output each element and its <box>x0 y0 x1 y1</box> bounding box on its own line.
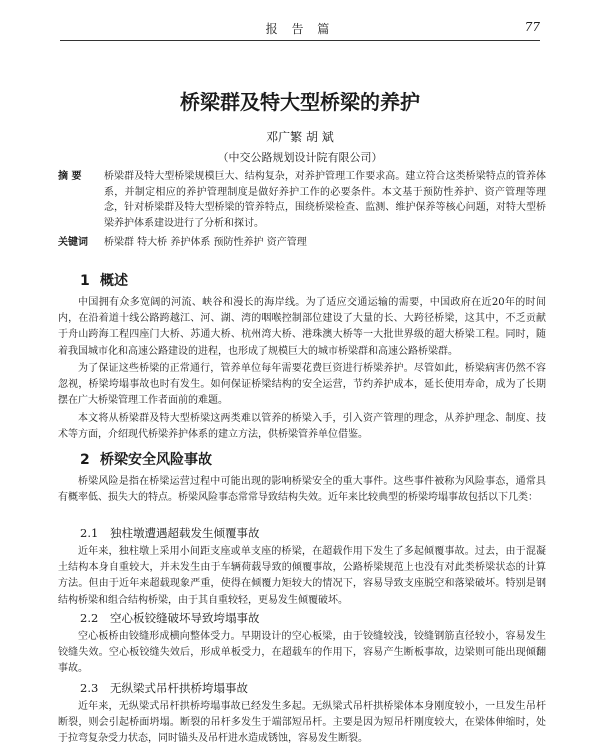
abstract-text: 桥梁群及特大型桥梁规模巨大、结构复杂，对养护管理工作要求高。建立符合这类桥梁特点的管养体系，并制定相应的养护管理制度是做好养护工作的必要条件。本文基于预防性养护、资产管理等理念，针对桥梁群及特大型桥梁的管养特点，围绕桥梁检查、监测、维护保养等核心问题，对特大型桥梁养护体系建设进行了分析和探讨。 <box>104 171 546 229</box>
section-1-title: 概述 <box>100 273 128 289</box>
keywords <box>58 235 546 251</box>
keywords-text: 桥梁群 特大桥 养护体系 预防性养护 资产管理 <box>104 237 307 248</box>
subsection-2-3-number: 2.3 <box>80 681 99 695</box>
section-1-heading <box>80 270 128 290</box>
journal-section-name: 报 告 篇 <box>265 22 335 36</box>
paper-title: 桥梁群及特大型桥梁的养护 <box>180 90 420 114</box>
subsection-2-1-paragraph: 近年来，独柱墩上采用小间距支座或单支座的桥梁，在超载作用下发生了多起倾覆事故。过去，由于混凝土结构本身自重较大，并未发生由于车辆荷载导致的倾覆事故，公路桥梁规范上也没有对此类桥梁状态的计算方法。但由于近年来超载现象严重，使得在倾覆力矩较大的情况下，容易导致支座脱空和落梁破坏。特别是钢结构桥梁和组合结构桥梁，由于其自重较轻，更易发生倾覆破坏。 <box>58 546 546 606</box>
subsection-2-3-title: 无纵梁式吊杆拱桥垮塌事故 <box>110 681 248 695</box>
affiliation: （中交公路规划设计院有限公司） <box>217 151 383 164</box>
authors: 邓广繁 胡 斌 <box>266 130 334 144</box>
section-2-title: 桥梁安全风险事故 <box>100 452 212 468</box>
subsection-2-3-heading <box>80 680 248 696</box>
keywords-label: 关键词 <box>58 237 88 248</box>
section-1-paragraph: 中国拥有众多宽阔的河流、峡谷和漫长的海岸线。为了适应交通运输的需要，中国政府在近20年的时间内，在沿着道十线公路跨越江、河、湖、湾的咽喉控制部位建设了大量的长、大跨径桥梁，这其中，不乏贡献于舟山跨海工程四座门大桥、苏通大桥、杭州湾大桥、港珠澳大桥等一大批世界级的超大桥梁工程。同时，随着我国城市化和高速公路建设的进程，也形成了规模巨大的城市桥梁群和高速公路桥梁群。 <box>58 297 546 357</box>
section-2-paragraph: 桥梁风险是指在桥梁运营过程中可能出现的影响桥梁安全的重大事件。这些事件被称为风险事态，通常具有概率低、损失大的特点。桥梁风险事态常常导致结构失效。近年来比较典型的桥梁垮塌事故包括以下几类： <box>58 476 546 504</box>
abstract <box>58 169 546 231</box>
abstract-label: 摘 要 <box>58 171 82 182</box>
section-2-number: 2 <box>80 452 90 468</box>
section-1-number: 1 <box>80 273 90 289</box>
section-1-paragraph: 本文将从桥梁群及特大型桥梁这两类难以管养的桥梁入手，引入资产管理的理念，从养护理念、制度、技术等方面，介绍现代桥梁养护体系的建立方法，供桥梁管养单位借鉴。 <box>58 413 546 441</box>
subsection-2-1-heading <box>80 525 260 541</box>
subsection-2-2-heading <box>80 610 260 626</box>
section-2-heading <box>80 449 212 469</box>
page-number: 77 <box>524 20 540 34</box>
page-header <box>60 18 540 41</box>
subsection-2-2-number: 2.2 <box>80 611 99 625</box>
subsection-2-1-number: 2.1 <box>80 526 99 540</box>
subsection-2-2-paragraph: 空心板桥由铰缝形成横向整体受力。早期设计的空心板梁，由于铰缝较浅，铰缝钢筋直径较小，容易发生铰缝失效。空心板铰缝失效后，形成单板受力，在超载车的作用下，容易产生断板事故，边梁则可能出现倾翻事故。 <box>58 631 546 675</box>
subsection-2-3-paragraph: 近年来，无纵梁式吊杆拱桥垮塌事故已经发生多起。无纵梁式吊杆拱桥梁体本身刚度较小，一旦发生吊杆断裂，则会引起桥面坍塌。断裂的吊杆多发生于端部短吊杆。主要是因为短吊杆刚度较大，在梁体伸缩时，处于拉弯复杂受力状态，同时锚头及吊杆进水造成锈蚀，容易发生断裂。 <box>58 701 546 745</box>
subsection-2-2-title: 空心板铰缝破坏导致垮塌事故 <box>110 611 260 625</box>
subsection-2-1-title: 独柱墩遭遇超载发生倾覆事故 <box>110 526 260 540</box>
section-1-paragraph: 为了保证这些桥梁的正常通行，管养单位每年需要花费巨资进行桥梁养护。尽管如此，桥梁病害仍然不容忽视，桥梁垮塌事故也时有发生。如何保证桥梁结构的安全运营，节约养护成本，延长使用寿命，成为了长期摆在广大桥梁管理工作者面前的难题。 <box>58 363 546 407</box>
